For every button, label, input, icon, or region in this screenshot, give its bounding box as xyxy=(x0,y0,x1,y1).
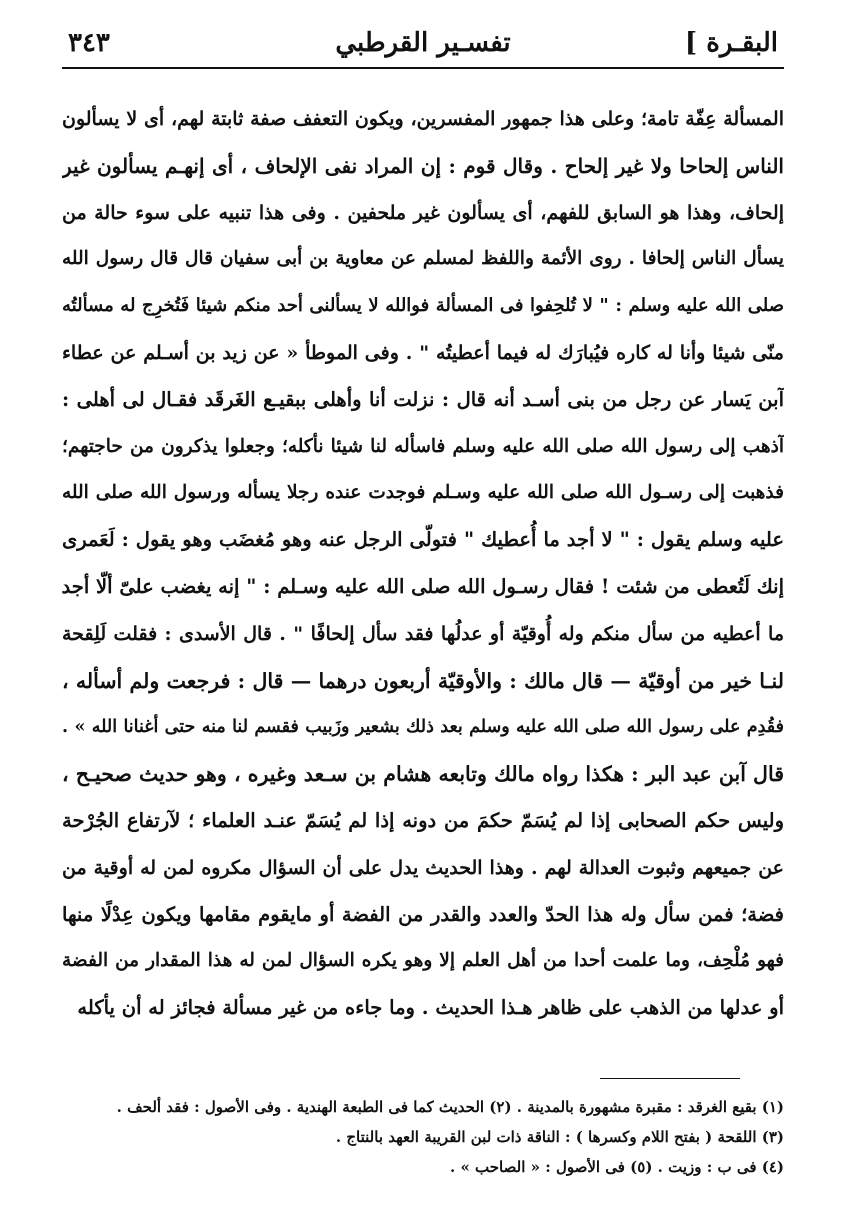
body-line: قال آبن عبد البر : هكذا رواه مالك وتابعه هشام بن سـعد وغيره ، وهو حديث صحيـح ، xyxy=(62,762,784,787)
body-line: وليس حكم الصحابى إذا لم يُسَمّ حكمَ من دونه إذا لم يُسَمّ عنـد العلماء ؛ لآرتفاع الجُرْحة xyxy=(62,808,784,832)
footnote-rule xyxy=(600,1078,740,1079)
body-line: إلحاف، وهذا هو السابق للفهم، أى يسألون غير ملحفين . وفى هذا تنبيه على سوء حالة من xyxy=(62,201,784,224)
body-text xyxy=(62,96,784,1032)
footnote: (١) بقيع الغرقد : مقبرة مشهورة بالمدينة . (٢) الحديث كما فى الطبعة الهندية . وفى الأصول : فقد ألحف . xyxy=(116,1098,784,1116)
footnote: (٤) فى ب : وزيت . (٥) فى الأصول : « الصاحب » . xyxy=(450,1158,784,1176)
body-line: فهو مُلْحِف، وما علمت أحدا من أهل العلم إلا وهو يكره السؤال لمن له هذا المقدار من الفضة xyxy=(62,950,784,972)
body-line: فقُدِم على رسول الله صلى الله عليه وسلم بعد ذلك بشعير وزَبيب فقسم لنا منه حتى أغنانا الله » . xyxy=(62,717,784,738)
body-line: آبن يَسار عن رجل من بنى أسـد أنه قال : نزلت أنا وأهلى ببقيـع الغَرقَد فقـال لى أهلى : xyxy=(62,387,784,411)
body-line: الناس إلحاحا ولا غير إلحاح . وقال قوم : إن المراد نفى الإلحاف ، أى إنهـم يسألون غير xyxy=(62,153,784,178)
body-line: أو عدلها من الذهب على ظاهر هـذا الحديث . وما جاءه من غير مسألة فجائز له أن يأكله xyxy=(77,996,784,1020)
body-line: فضة؛ فمن سأل وله هذا الحدّ والعدد والقدر من الفضة أو مايقوم مقامها ويكون عِدْلًا منها xyxy=(62,902,784,926)
surah-title: البقـرة ] xyxy=(684,28,778,58)
body-line: إنك لَتُعطى من شئت ! فقال رسـول الله صلى الله عليه وسـلم : " إنه يغضب علىّ ألّا أجد xyxy=(62,574,784,598)
body-line: المسألة عِفّة تامة؛ وعلى هذا جمهور المفسرين، ويكون التعفف صفة ثابتة لهم، أى لا يسألون xyxy=(62,108,784,130)
body-line: فذهبت إلى رسـول الله صلى الله عليه وسـلم فوجدت عنده رجلا يسأله ورسول الله صلى الله xyxy=(62,482,784,504)
body-line: لنـا خير من أوقيّة — قال مالك : والأوقيّة أربعون درهما — قال : فرجعت ولم أسأله ، xyxy=(62,668,784,693)
book-title: تفسـير القرطبي xyxy=(335,28,511,58)
header-rule xyxy=(62,67,784,69)
body-line: آذهب إلى رسول الله صلى الله عليه وسلم فاسأله لنا شيئا نأكله؛ وجعلوا يذكرون من حاجتهم؛ xyxy=(62,435,784,457)
body-line: صلى الله عليه وسلم : " لا تُلحِفوا فى المسألة فوالله لا يسألنى أحد منكم شيئا فَتُخرِج له مسألتُه xyxy=(62,295,784,317)
body-line: يسأل الناس إلحافا . روى الأئمة واللفظ لمسلم عن معاوية بن أبى سفيان قال قال رسول الله xyxy=(62,248,784,270)
footnote: (٣) اللقحة ( بفتح اللام وكسرها ) : الناقة ذات لبن القريبة العهد بالنتاج . xyxy=(335,1128,784,1146)
page-header xyxy=(62,26,784,66)
body-line: منّى شيئا وأنا له كاره فيُبارَك له فيما أعطيتُه " . وفى الموطأ « عن زيد بن أسـلم عن عطاء xyxy=(62,341,784,364)
page-number: ٣٤٣ xyxy=(68,28,110,58)
footnotes xyxy=(62,1092,784,1182)
body-line: عن جميعهم وثبوت العدالة لهم . وهذا الحديث يدل على أن السؤال مكروه لمن له أوقية من xyxy=(62,856,784,879)
body-line: عليه وسلم يقول : " لا أجد ما أُعطيك " فتولّى الرجل عنه وهو مُغضَب وهو يقول : لَعَمرى xyxy=(62,528,784,552)
body-line: ما أعطيه من سأل منكم وله أُوقيّة أو عدلُها فقد سأل إلحافًا " . قال الأسدى : فقلت لَلِقحة xyxy=(62,622,784,645)
